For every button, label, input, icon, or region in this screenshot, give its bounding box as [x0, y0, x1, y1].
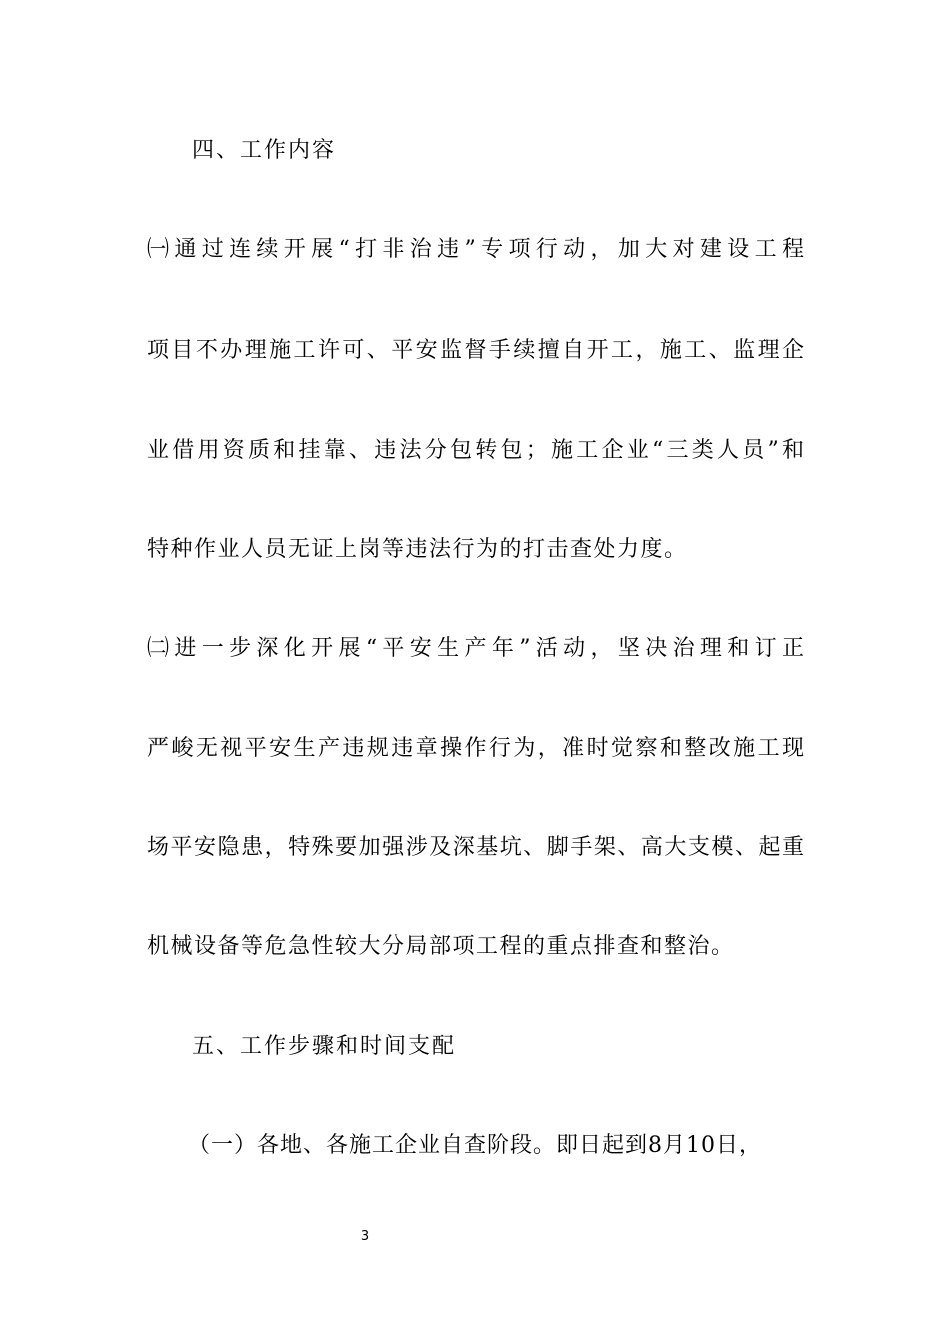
- paragraph-2-line-4: 机械设备等危急性较大分局部项工程的重点排查和整治。: [147, 934, 735, 959]
- paragraph-1-line-1: ㈠通过连续开展“打非治违”专项行动，加大对建设工程: [147, 237, 804, 262]
- paragraph-1-line-3: 业借用资质和挂靠、违法分包转包；施工企业“三类人员”和: [147, 438, 804, 463]
- paragraph-2-line-3: 场平安隐患，特殊要加强涉及深基坑、脚手架、高大支模、起重: [147, 835, 804, 860]
- section-heading-work-content: 四、工作内容: [192, 138, 337, 163]
- step-1-line: （一）各地、各施工企业自查阶段。即日起到8月10日，: [188, 1133, 762, 1158]
- paragraph-2-line-2: 严峻无视平安生产违规违章操作行为，准时觉察和整改施工现: [147, 736, 804, 761]
- section-heading-steps-schedule: 五、工作步骤和时间支配: [192, 1034, 457, 1059]
- paragraph-1-line-2: 项目不办理施工许可、平安监督手续擅自开工，施工、监理企: [147, 338, 804, 363]
- page-number: 3: [360, 1229, 370, 1244]
- paragraph-1-line-4: 特种作业人员无证上岗等违法行为的打击查处力度。: [147, 537, 688, 562]
- paragraph-2-line-1: ㈡进一步深化开展“平安生产年”活动，坚决治理和订正: [147, 636, 804, 661]
